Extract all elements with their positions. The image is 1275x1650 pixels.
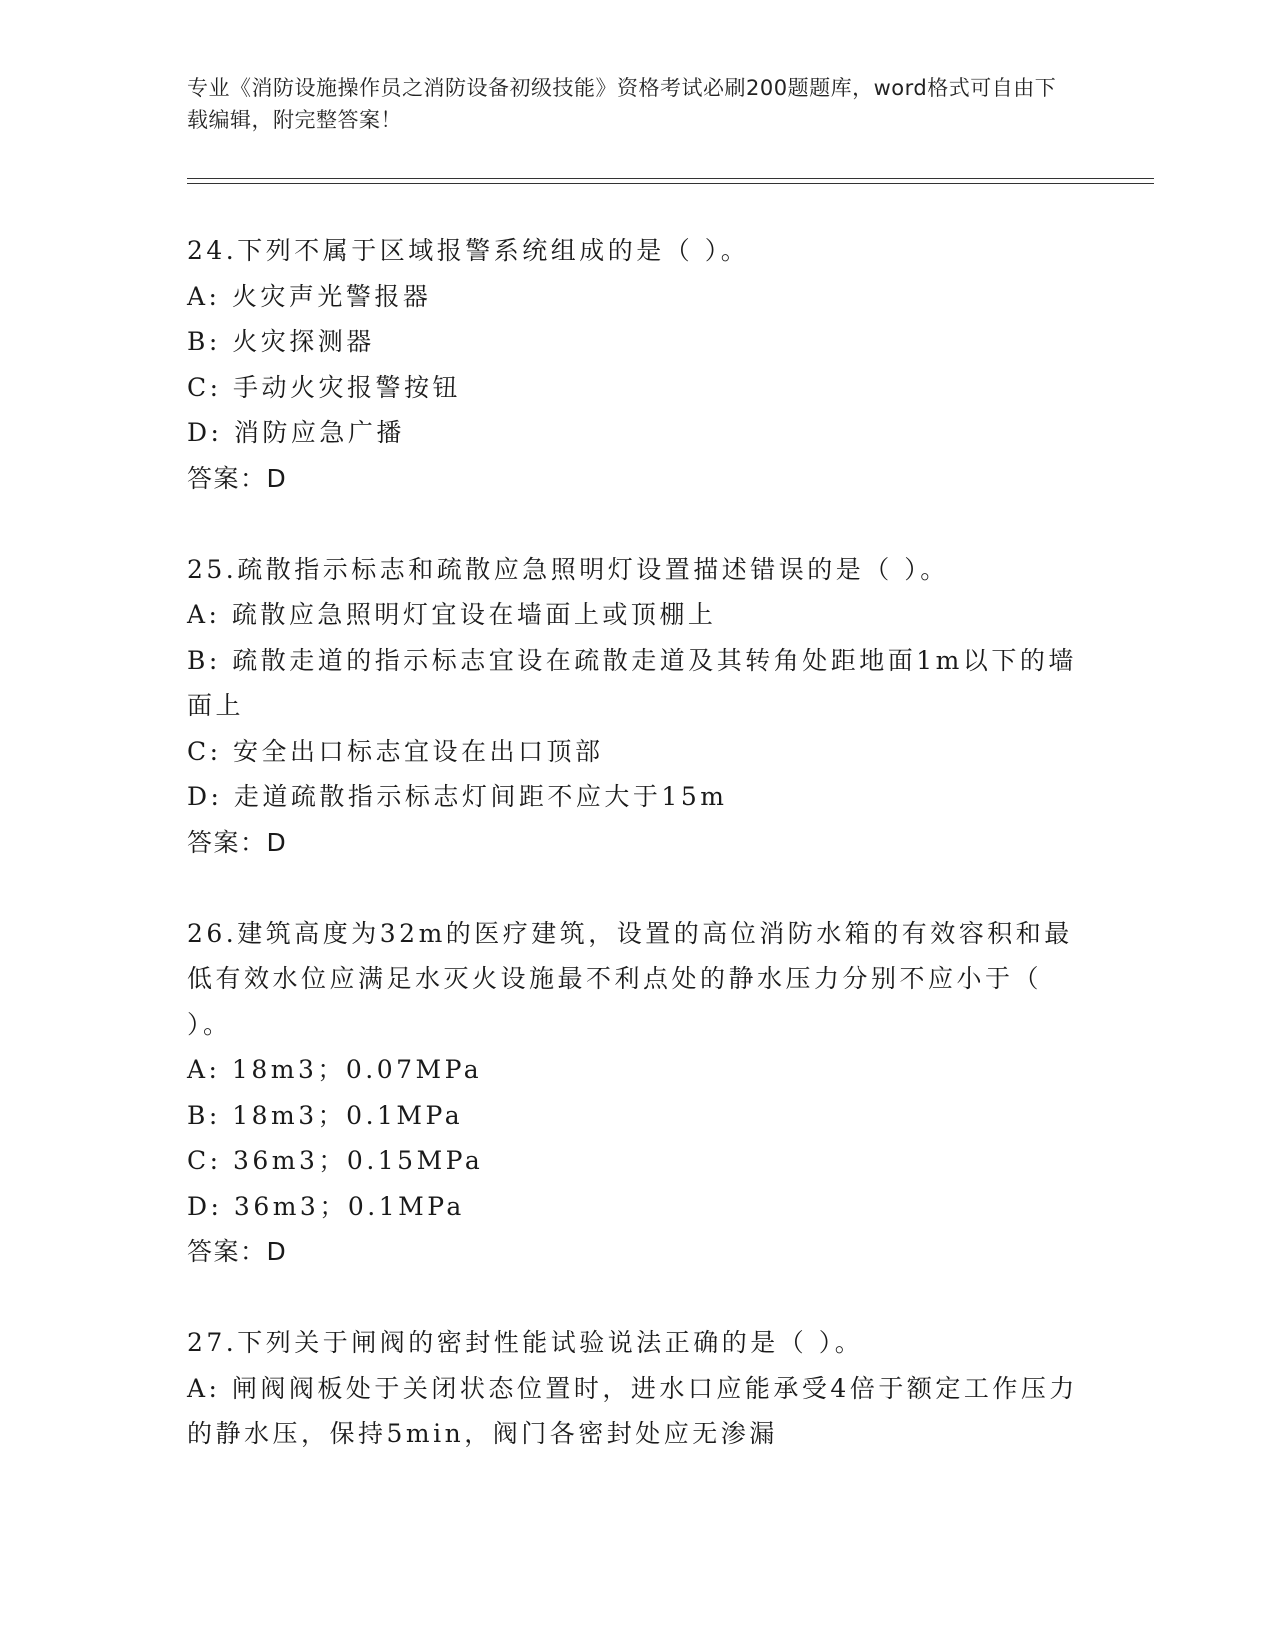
option-a: A: 火灾声光警报器 xyxy=(187,281,432,311)
question-text: 27.下列关于闸阀的密封性能试验说法正确的是（ ）。 xyxy=(187,1328,864,1357)
option-d: D: 走道疏散指示标志灯间距不应大于15m xyxy=(187,782,728,811)
option-d: D: 36m3；0.1MPa xyxy=(187,1191,465,1221)
option-c: C: 手动火灾报警按钮 xyxy=(187,372,461,402)
answer: 答案：D xyxy=(187,463,288,493)
option-b: B: 疏散走道的指示标志宜设在疏散走道及其转角处距地面1m以下的墙面上 xyxy=(187,645,1077,720)
question-text: 26.建筑高度为32m的医疗建筑，设置的高位消防水箱的有效容积和最低有效水位应满足水灭火设施最不利点处的静水压力分别不应小于（ ）。 xyxy=(187,918,1073,1039)
option-a: A: 闸阀阀板处于关闭状态位置时，进水口应能承受4倍于额定工作压力的静水压，保持5min，阀门各密封处应无渗漏 xyxy=(187,1373,1078,1448)
question-26 xyxy=(187,911,1087,1275)
option-a: A: 疏散应急照明灯宜设在墙面上或顶棚上 xyxy=(187,600,717,629)
option-c: C: 安全出口标志宜设在出口顶部 xyxy=(187,736,604,766)
option-b: B: 火灾探测器 xyxy=(187,327,375,356)
option-a: A: 18m3；0.07MPa xyxy=(187,1055,483,1084)
header-rule-bottom xyxy=(187,183,1154,184)
question-text: 24.下列不属于区域报警系统组成的是（ ）。 xyxy=(187,236,750,265)
answer: 答案：D xyxy=(187,1237,288,1266)
option-b: B: 18m3；0.1MPa xyxy=(187,1100,464,1130)
question-25 xyxy=(187,547,1087,866)
option-c: C: 36m3；0.15MPa xyxy=(187,1146,484,1175)
document-header: 专业《消防设施操作员之消防设备初级技能》资格考试必刷200题题库，word格式可自由下载编辑，附完整答案！ xyxy=(187,76,1057,132)
header-rule-top xyxy=(187,178,1154,179)
question-27 xyxy=(187,1320,1087,1457)
question-24 xyxy=(187,228,1087,501)
option-d: D: 消防应急广播 xyxy=(187,418,405,447)
answer: 答案：D xyxy=(187,827,288,857)
question-list xyxy=(187,228,1087,1457)
question-text: 25.疏散指示标志和疏散应急照明灯设置描述错误的是（ ）。 xyxy=(187,554,949,584)
